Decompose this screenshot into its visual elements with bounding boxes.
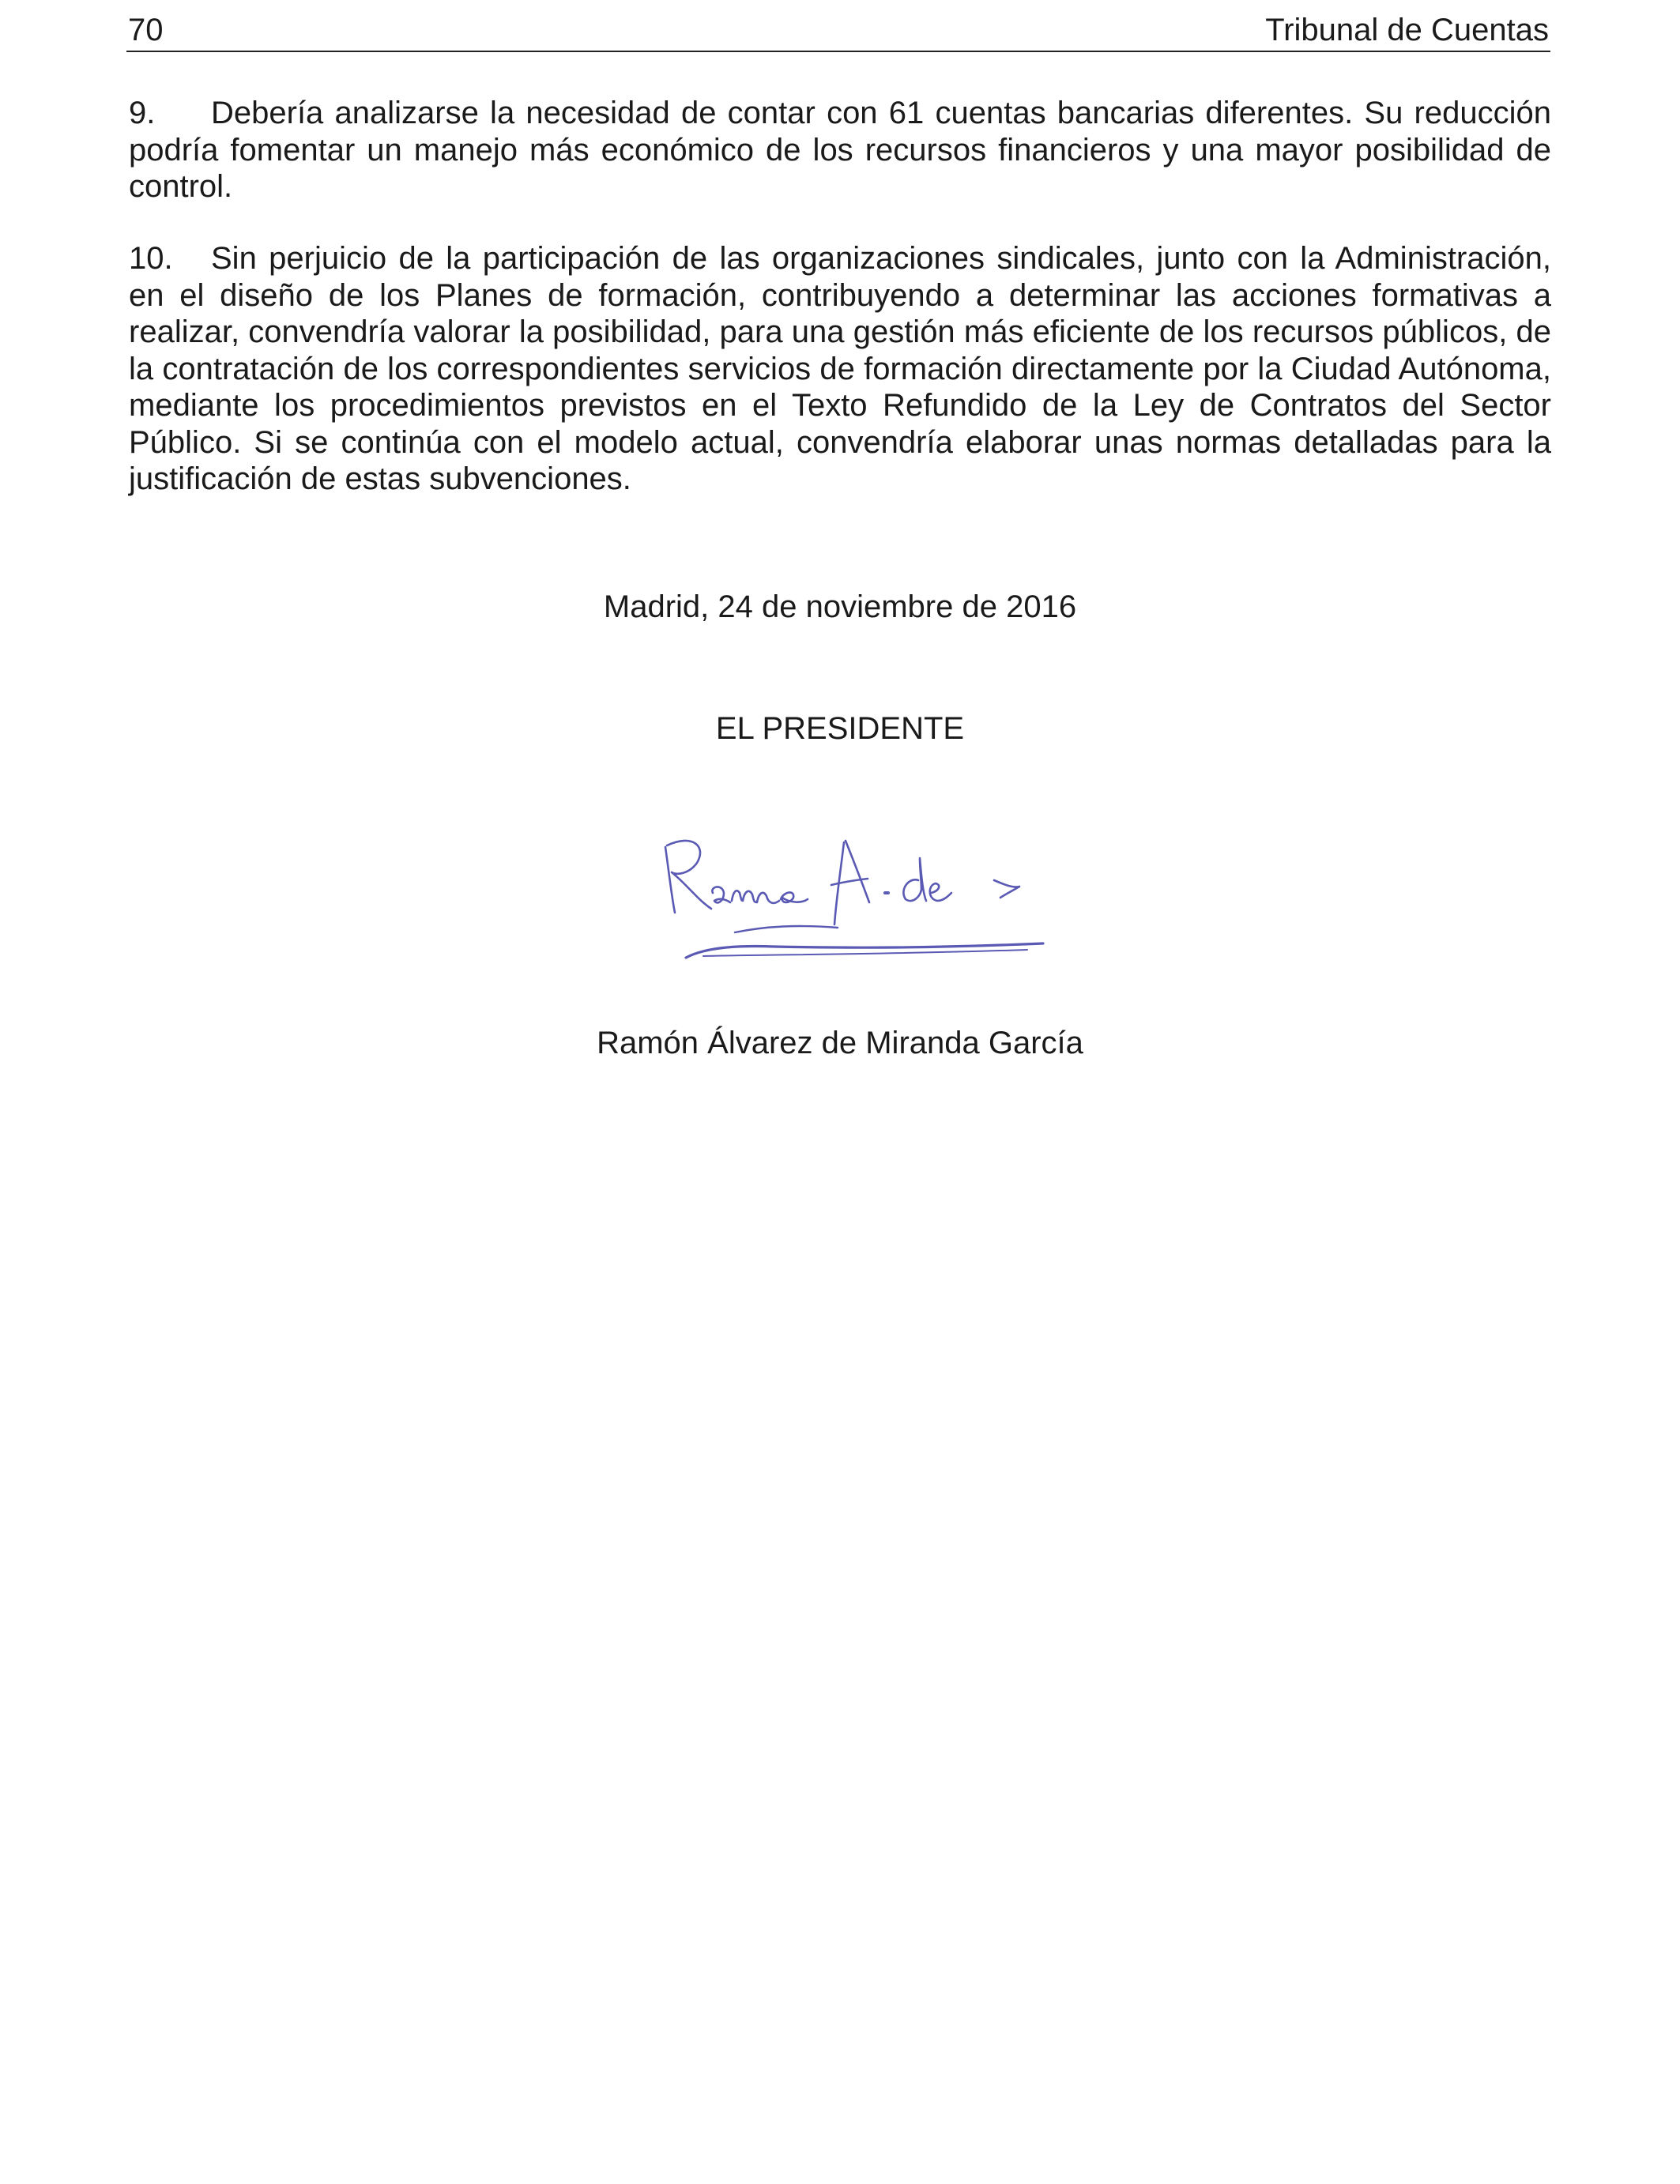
page-header <box>126 9 1550 52</box>
signer-title: EL PRESIDENTE <box>715 711 965 746</box>
paragraph-10 <box>129 240 1551 498</box>
paragraph-text: Debería analizarse la necesidad de contar con 61 cuentas bancarias diferentes. Su reducción podría fomentar un manejo más económico de los recursos financieros y una mayor posibilidad de control. <box>129 96 1551 204</box>
signature-strokes <box>665 841 1043 958</box>
handwritten-signature <box>648 814 1059 972</box>
paragraph-9 <box>129 95 1551 205</box>
paragraph-text: Sin perjuicio de la participación de las organizaciones sindicales, junto con la Administración, en el diseño de los Planes de formación, contribuyendo a determinar las acciones formativas a realizar, convendría valorar la posibilidad, para una gestión más eficiente de los recursos públicos, de la contratación de los correspondientes servicios de formación directamente por la Ciudad Autónoma, mediante los procedimientos previstos en el Texto Refundido de la Ley de Contratos del Sector Público. Si se continúa con el modelo actual, convendría elaborar unas normas detalladas para la justificación de estas subvenciones. <box>129 241 1551 496</box>
running-title: Tribunal de Cuentas <box>1265 13 1549 47</box>
paragraph-number: 10. <box>129 241 173 276</box>
paragraph-number: 9. <box>129 96 156 130</box>
date-line: Madrid, 24 de noviembre de 2016 <box>603 589 1077 624</box>
signer-name: Ramón Álvarez de Miranda García <box>597 1026 1083 1060</box>
page-number: 70 <box>128 13 164 47</box>
